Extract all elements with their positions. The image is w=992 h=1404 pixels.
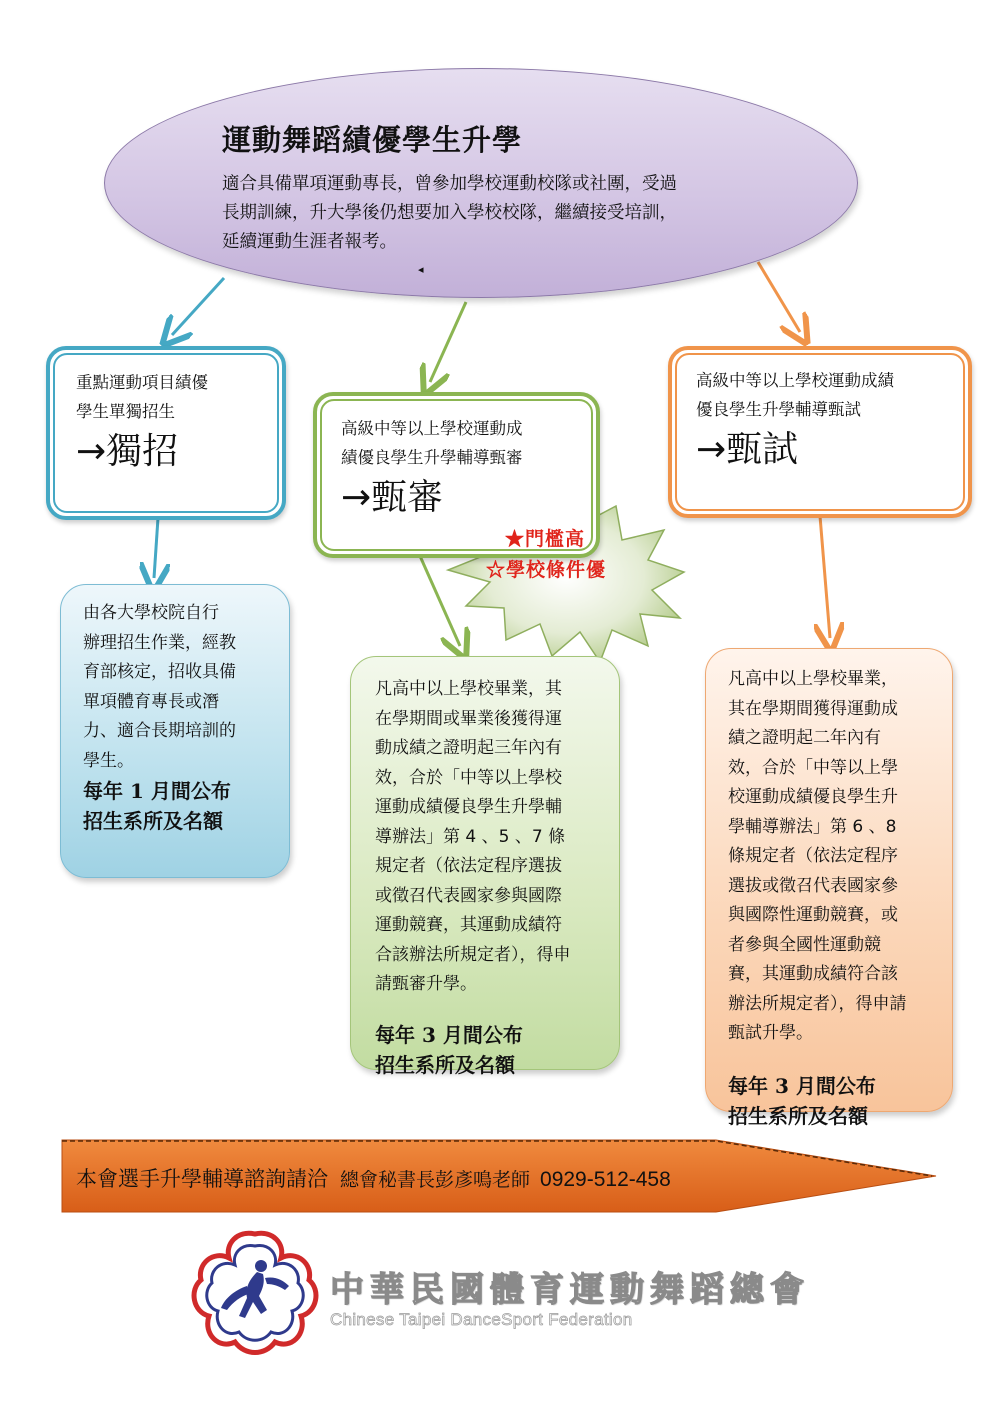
panel-line: 規定者（依法定程序選拔: [375, 856, 562, 876]
panel-line: 條規定者（依法定程序: [728, 846, 898, 866]
panel-line: 在學期間或畢業後獲得運: [375, 708, 562, 729]
panel-line: 凡高中以上學校畢業，其: [375, 679, 562, 699]
box-heading: →獨招: [76, 431, 179, 472]
panel-schedule: 每年 3 月間公布: [375, 1022, 523, 1047]
banner-phone: 0929-512-458: [540, 1168, 671, 1191]
arrow-box1-to-panel1: [154, 518, 158, 578]
box-independent-admission: [46, 346, 286, 520]
contact-banner: [76, 1163, 671, 1193]
panel-line: 學輔導辦法」第 6 、8: [728, 816, 897, 837]
panel-line: 與國際性運動競賽，或: [728, 905, 898, 925]
burst-text-threshold: ★門檻高: [505, 528, 586, 550]
panel-line: 單項體育專長或潛: [83, 691, 219, 712]
banner-contact: 總會秘書長彭彥鳴老師: [340, 1169, 531, 1191]
panel-line: 效，合於「中等以上學: [728, 757, 898, 778]
panel-line: 力、適合長期培訓的: [83, 721, 236, 741]
burst-text-conditions: ☆學校條件優: [486, 559, 607, 581]
panel-line: 校運動成績優良學生升: [728, 787, 898, 807]
panel-schedule: 每年 1 月間公布: [83, 779, 231, 803]
panel-independent-admission: [60, 584, 290, 878]
arrow-box3-to-panel3: [820, 516, 830, 638]
panel-line: 者參與全國性運動競: [728, 934, 881, 955]
logo-name-chinese: 中華民國體育運動舞蹈總會: [330, 1270, 810, 1310]
panel-line: 賽，其運動成績符合該: [728, 964, 898, 984]
panel-line: 育部核定，招收具備: [83, 662, 236, 682]
panel-line: 或徵召代表國家參與國際: [375, 885, 562, 906]
logo-name-english: Chinese Taipei DanceSport Federation: [330, 1310, 633, 1329]
panel-line: 由各大學校院自行: [83, 603, 219, 623]
panel-line: 運動成績優良學生升學輔: [375, 797, 562, 817]
intro-description: [222, 170, 762, 257]
intro-line: 延續運動生涯者報考。: [222, 232, 397, 252]
panel-line: 選拔或徵召代表國家參: [728, 875, 898, 896]
box-heading: →甄試: [696, 429, 799, 470]
panel-line: 辦法所規定者），得申請: [728, 993, 907, 1014]
panel-line: 辦理招生作業，經教: [83, 632, 236, 653]
cursor-marker: ◂: [418, 263, 424, 276]
box-line: 優良學生升學輔導甄試: [696, 400, 861, 419]
panel-line: 合該辦法所規定者），得申: [375, 944, 571, 965]
panel-screening-test: [705, 648, 953, 1128]
arrow-ellipse-to-box2: [430, 302, 466, 382]
box-heading: →甄審: [341, 477, 444, 518]
diagram-title: 運動舞蹈績優學生升學: [222, 123, 523, 157]
box-screening-test: [668, 346, 972, 518]
panel-line: 動成績之證明起三年內有: [375, 738, 562, 758]
arrow-ellipse-to-box3: [758, 262, 800, 332]
panel-line: 效，合於「中等以上學校: [375, 767, 562, 788]
box-line: 績優良學生升學輔導甄審: [341, 448, 523, 467]
panel-schedule: 招生系所及名額: [83, 809, 223, 833]
panel-screening-review: [350, 656, 620, 1077]
panel-schedule: 招生系所及名額: [728, 1103, 868, 1128]
panel-schedule: 招生系所及名額: [375, 1052, 515, 1077]
panel-line: 運動競賽，其運動成績符: [375, 915, 562, 935]
panel-schedule: 每年 3 月間公布: [728, 1073, 876, 1098]
intro-line: 適合具備單項運動專長，曾參加學校運動校隊或社團，受過: [222, 174, 677, 194]
panel-line: 導辦法」第 4 、5 、7 條: [375, 826, 566, 847]
box-line: 高級中等以上學校運動成: [341, 419, 523, 438]
logo-emblem: [194, 1233, 316, 1352]
box-line: 重點運動項目績優: [76, 373, 208, 392]
panel-line: 其在學期間獲得運動成: [728, 698, 898, 719]
box-line: 學生單獨招生: [76, 402, 175, 421]
panel-line: 請甄審升學。: [375, 974, 477, 994]
arrow-ellipse-to-box1: [172, 278, 224, 335]
box-line: 高級中等以上學校運動成績: [696, 371, 894, 390]
panel-line: 績之證明起二年內有: [728, 728, 881, 748]
banner-label: 本會選手升學輔導諮詢請洽: [76, 1167, 328, 1191]
panel-line: 凡高中以上學校畢業，: [728, 669, 898, 689]
panel-line: 甄試升學。: [728, 1023, 813, 1043]
intro-line: 長期訓練，升大學後仍想要加入學校校隊，繼續接受培訓，: [222, 203, 677, 223]
panel-line: 學生。: [83, 750, 134, 771]
